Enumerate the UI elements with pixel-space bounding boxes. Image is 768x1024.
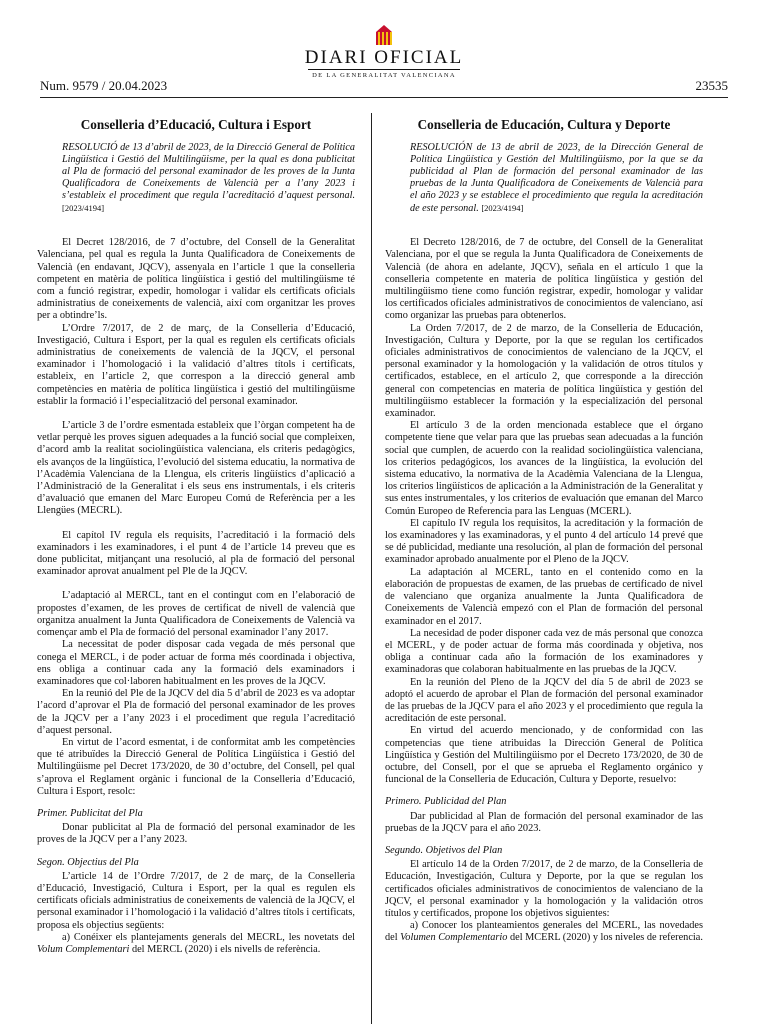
left-paragraph-1: El Decret 128/2016, de 7 d’octubre, del Consell de la Generalitat Valenciana, pel qual es regula la Junta Qualificadora de Coneixements de Valencià (en endavant, JQCV), assenyala en l’article 1 que la conselleria competent en matèria de política lingüística i gestió del multilingüisme té com a funció registrar, expedir, homologar i validar els certificats oficials administratius de coneixements de valencià, així com organitzar les proves per a obtindre’ls. — [37, 237, 355, 322]
left-objective-a-post: del MERCL (2020) i els nivells de referència. — [129, 943, 321, 955]
left-paragraph-5: L’adaptació al MERCL, tant en el contingut com en l’elaboració de propostes d’examen, de les proves de certificat de nivell de valencià que organitza anualment la Junta Qualificadora de Coneixements de Valencià va començar amb el Pla de formació del personal examinador l’any 2017. — [37, 590, 355, 639]
left-resolution-summary — [62, 142, 355, 215]
header-rule — [40, 97, 728, 98]
right-resolution-summary — [410, 142, 703, 215]
logo-title: DIARI OFICIAL — [304, 47, 464, 68]
right-section-1-text: Dar publicidad al Plan de formación del personal examinador de las pruebas de la JQCV para el año 2023. — [385, 810, 703, 834]
right-paragraph-3: El artículo 3 de la orden mencionada establece que el órgano competente tiene que velar para que las pruebas sean adecuadas a la función social que cumplen, de acuerdo con la realidad sociolingüística valenciana, los criterios pedagógicos, los avances de la lingüística, la evolución del sistema educativo, la normativa de la Acadèmia Valenciana de la Llengua, los criterios lingüísticos de aplicación a la Administración de la Generalitat y sus entes instrumentales, y los criterios de evaluación que emanan del Marco Común Europeo de Referencia para las Lenguas (MCERL). — [385, 420, 703, 517]
right-objective-a-post: del MCERL (2020) y los niveles de referencia. — [507, 932, 703, 944]
right-section-2-text: El artículo 14 de la Orden 7/2017, de 2 de marzo, de la Conselleria de Educación, Investigación, Cultura y Deporte, por la que se regulan los certificados oficiales administrativos de conocimientos de valenciano de la JQCV, el personal examinador y la homologación y la validación otros títulos y certificados, propone los objetivos siguientes: — [385, 859, 703, 919]
left-section-1-heading: Primer. Publicitat del Pla — [37, 807, 143, 819]
right-objective-a-pre: a) Conocer los planteamientos generales del MCERL, las novedades del — [385, 920, 703, 944]
page-number: 23535 — [695, 78, 728, 93]
page-header — [0, 0, 768, 110]
left-paragraph-8: En virtut de l’acord esmentat, i de conformitat amb les competències que té atribuïdes la Direcció General de Política Lingüística i Gestió del Multilingüisme pel Decret 173/2020, de 30 d’octubre, del Consell, pel qual s’aprova el Reglament orgànic i funcional de la Conselleria d’Educació, Cultura i Esport, resolc: — [37, 736, 355, 797]
right-reference: [2023/4194] — [481, 203, 524, 214]
dogv-logo — [300, 24, 468, 79]
spanish-column — [385, 110, 703, 945]
issue-number: Num. 9579 / 20.04.2023 — [40, 78, 168, 93]
left-paragraph-2: L’Ordre 7/2017, de 2 de març, de la Conselleria d’Educació, Investigació, Cultura i Esport, per la qual es regulen els certificats oficials administratius de coneixements de valencià de la JQCV, el personal examinador i l’homologació i la validació d’altres títols i certificats, estableix, en l’article 2, que correspon a la direcció general amb competències en matèria de política lingüística i gestió del multilingüisme establir la formació i l’especialització del personal examinador. — [37, 322, 355, 407]
right-objective-a — [385, 920, 703, 944]
left-paragraph-7: En la reunió del Ple de la JQCV del dia 5 d’abril de 2023 es va adoptar l’acord d’aprovar el Pla de formació del personal examinador de les proves de la JQCV per a l’any 2023 i el procediment que regula l’acreditació d’aquest personal. — [37, 688, 355, 736]
right-paragraph-6: La necesidad de poder disponer cada vez de más personal que conozca el MCERL, y de poder actuar de forma más coordinada y objetiva, nos obliga a continuar cada año la formación de los examinadores y examinadoras que colaboran habitualmente en las pruebas de la JQCV. — [385, 627, 703, 676]
right-paragraph-2: La Orden 7/2017, de 2 de marzo, de la Conselleria de Educación, Investigación, Cultura y Deporte, por la que se regulan los certificados oficiales administrativos de conocimientos de valenciano de la JQCV, el personal examinador y la homologación y la validación de otros títulos y certificados, establece, en el artículo 2, que corresponde a la dirección general con competencias en materia de política lingüística y gestión del multilingüismo establecer la formación y la especialización del personal examinador. — [385, 322, 703, 420]
right-paragraph-1: El Decreto 128/2016, de 7 de octubre, del Consell de la Generalitat Valenciana, por el que se regula la Junta Qualificadora de Coneixements de Valencià (de ahora en adelante, JQCV), señala en el artículo 1 que la conselleria competente en materia de política lingüística y gestión del multilingüismo tiene como función registrar, expedir, homologar y validar los certificados oficiales administrativos de conocimientos de valenciano, así como organizar las pruebas para obtenerlos. — [385, 237, 703, 322]
right-objective-a-italic: Volumen Complementario — [400, 932, 508, 944]
right-paragraph-8: En virtud del acuerdo mencionado, y de conformidad con las competencias que tiene atribuidas la Dirección General de Política Lingüística y Gestión del Multilingüismo por el Decreto 173/2020, de 30 de octubre, del Consell, por el que se aprueba el Reglamento orgánico y funcional de la Conselleria de Educación, Cultura y Deporte, resuelvo: — [385, 725, 703, 786]
logo-subtitle: DE LA GENERALITAT VALENCIANA — [308, 69, 460, 79]
left-objective-a-italic: Volum Complementari — [37, 943, 130, 955]
generalitat-emblem-icon — [373, 24, 395, 46]
left-section-2-heading: Segon. Objectius del Pla — [37, 856, 139, 868]
left-section-2-text: L’article 14 de l’Ordre 7/2017, de 2 de març, de la Conselleria d’Educació, Investigació, Cultura i Esport, per la qual es regulen els certificats oficials administratius de coneixements de valencià de la JQCV, el personal examinador i l’homologació i la validació d’altres títols i certificats, proposa els objectius següents: — [37, 870, 355, 931]
left-paragraph-6: La necessitat de poder disposar cada vegada de més personal que conega el MERCL, i de poder actuar de forma més coordinada i objectiva, ens obliga a continuar cada any la formació dels examinadors i examinadores que col·laboren habitualment en les proves de la JQCV. — [37, 639, 355, 687]
left-resolution-text: RESOLUCIÓ de 13 d’abril de 2023, de la Direcció General de Política Lingüística i Gestió del Multilingüisme, per la qual es dona publicitat al Pla de formació del personal examinador de les proves de la Junta Qualificadora de Coneixements de Valencià per a l’any 2023 i s’estableix el procediment que regula l’acreditació d’aquest personal. — [62, 142, 355, 202]
left-objective-a-pre: a) Conéixer els plantejaments generals del MECRL, les novetats del — [62, 931, 355, 943]
right-section-2-heading: Segundo. Objetivos del Plan — [385, 844, 503, 856]
left-column-title: Conselleria d’Educació, Cultura i Esport — [80, 117, 312, 132]
valencian-column — [37, 110, 355, 956]
left-section-1-text: Donar publicitat al Pla de formació del personal examinador de les proves de la JQCV per a l’any 2023. — [37, 822, 355, 846]
right-resolution-text: RESOLUCIÓN de 13 de abril de 2023, de la Dirección General de Política Lingüística y Gestión del Multilingüismo, por la que se da publicidad al Plan de formación del personal examinador de las pruebas de la Junta Qualificadora de Coneixements de Valencià para el año 2023 y se establece el procedimiento que regula la acreditación de este personal. — [410, 142, 703, 215]
left-paragraph-4: El capítol IV regula els requisits, l’acreditació i la formació dels examinadors i les examinadores, i el punt 4 de l’article 14 preveu que es done publicitat, mitjançant una resolució, al pla de formació del personal examinador aprovat anualment pel Ple de la JQCV. — [37, 529, 355, 578]
right-paragraph-7: En la reunión del Pleno de la JQCV del día 5 de abril de 2023 se adoptó el acuerdo de aprobar el Plan de formación del personal examinador de las pruebas de la JQCV para el año 2023 y el procedimiento que regula la acreditación de este personal. — [385, 676, 703, 725]
left-objective-a — [37, 932, 355, 956]
right-paragraph-5: La adaptación al MCERL, tanto en el contenido como en la elaboración de propuestas de examen, de las pruebas de certificado de nivel de valenciano que organiza anualmente la Junta Qualificadora de Coneixements de Valencià empezó con el Plan de formación del personal examinador en el 2017. — [385, 566, 703, 627]
right-column-title: Conselleria de Educación, Cultura y Deporte — [417, 117, 671, 132]
column-divider — [371, 113, 372, 1024]
right-section-1-heading: Primero. Publicidad del Plan — [385, 796, 507, 808]
left-reference: [2023/4194] — [62, 203, 105, 214]
right-paragraph-4: El capítulo IV regula los requisitos, la acreditación y la formación de los examinadores y las examinadoras, y el punto 4 del artículo 14 prevé que se dé publicidad, mediante una resolución, al plan de formación del personal examinador aprobado anualmente por el Pleno de la JQCV. — [385, 517, 703, 566]
left-paragraph-3: L’article 3 de l’ordre esmentada estableix que l’òrgan competent ha de vetlar perquè les proves siguen adequades a la funció social que compleixen, d’acord amb la realitat sociolingüística valenciana, els criteris pedagògics, els avanços de la lingüística, l’evolució del sistema educatiu, la normativa de l’Acadèmia Valenciana de la Llengua, els criteris lingüístics d’aplicació a l’Administració de la Generalitat i els seus ens instrumentals, i els criteris d’avaluació que emanen del Marc Europeu Comú de Referència per a les Llengües (MECRL). — [37, 420, 355, 517]
